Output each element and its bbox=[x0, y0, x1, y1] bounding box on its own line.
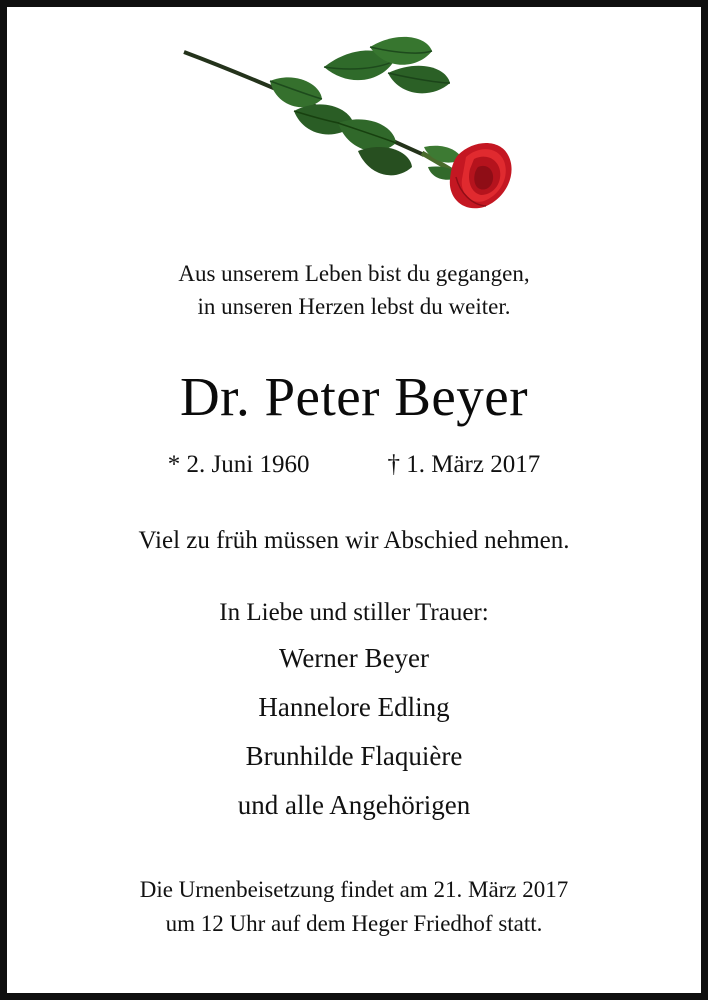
funeral-line-1: Die Urnenbeisetzung findet am 21. März 2017 bbox=[139, 877, 569, 903]
mourner-name: und alle Angehörigen bbox=[237, 790, 471, 821]
rose-icon bbox=[174, 27, 534, 227]
mourner-name: Hannelore Edling bbox=[258, 692, 450, 723]
mourner-name: Werner Beyer bbox=[279, 643, 429, 674]
life-dates bbox=[168, 451, 540, 479]
death-date: † 1. März 2017 bbox=[387, 451, 541, 479]
mourner-name: Brunhilde Flaquière bbox=[245, 741, 463, 772]
funeral-line-2: um 12 Uhr auf dem Heger Friedhof statt. bbox=[165, 910, 543, 936]
birth-date: * 2. Juni 1960 bbox=[167, 451, 310, 479]
farewell-text: Viel zu früh müssen wir Abschied nehmen. bbox=[138, 527, 570, 555]
funeral-details bbox=[140, 873, 569, 940]
mourners-lead: In Liebe und stiller Trauer: bbox=[219, 599, 489, 627]
rose-illustration bbox=[7, 13, 701, 241]
verse-line-1: Aus unserem Leben bist du gegangen, bbox=[178, 261, 530, 286]
verse-line-2: in unseren Herzen lebst du weiter. bbox=[197, 294, 511, 320]
deceased-name: Dr. Peter Beyer bbox=[179, 365, 529, 427]
verse bbox=[178, 257, 529, 324]
mourners-section bbox=[219, 599, 488, 819]
